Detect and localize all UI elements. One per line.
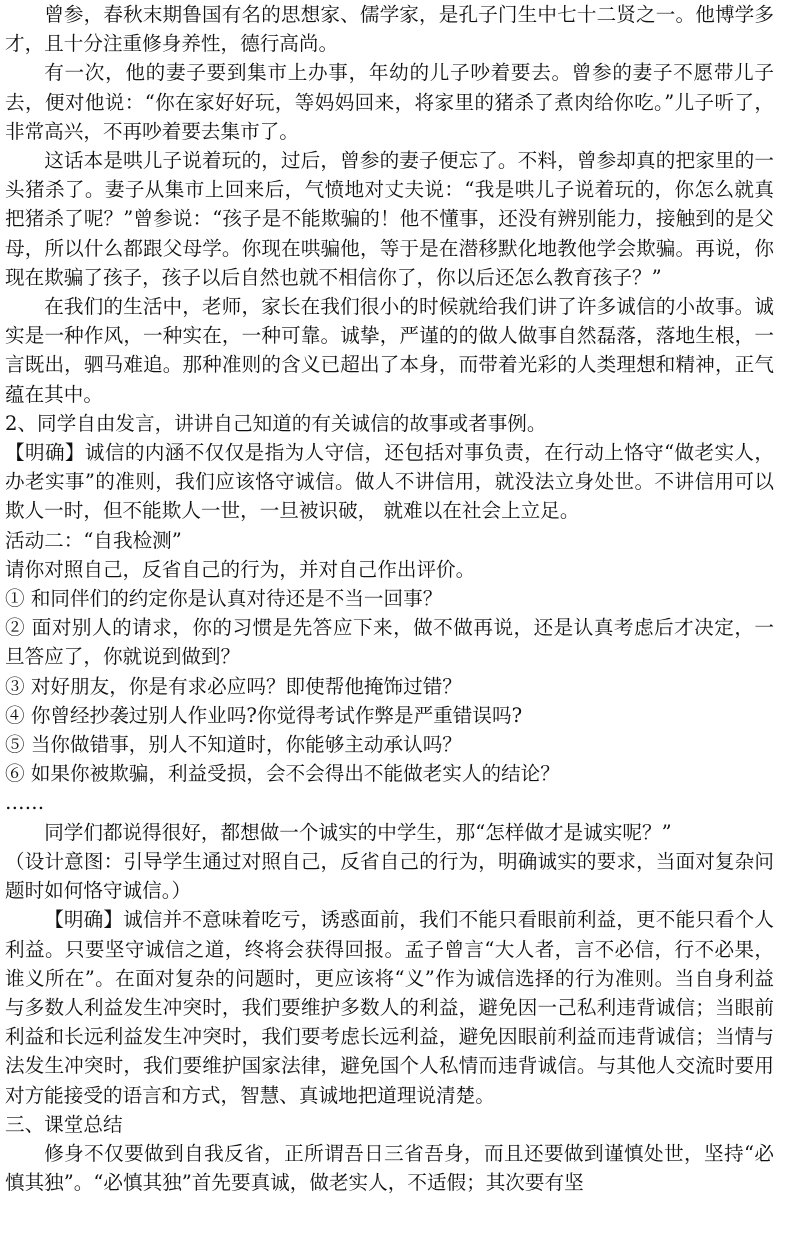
paragraph-clarify-1: 【明确】诚信的内涵不仅仅是指为人守信，还包括对事负责，在行动上恪守“做老实人，办老实事”的准则，我们应该恪守诚信。做人不讲信用，就没法立身处世。不讲信用可以欺人一时，但不能欺人一世，一旦被识破， 就难以在社会上立足。 xyxy=(5,441,774,523)
heading-activity-two: 活动二：“自我检测” xyxy=(5,528,182,552)
paragraph-wife-market: 有一次，他的妻子要到集市上办事，年幼的儿子吵着要去。曾参的妻子不愿带儿子去，便对他说：“你在家好好玩，等妈妈回来，将家里的猪杀了煮肉给你吃。”儿子听了，非常高兴，不再吵着要去集市了。 xyxy=(5,61,774,143)
paragraph-design-intent: （设计意图：引导学生通过对照自己，反省自己的行为，明确诚实的要求，当面对复杂问题时如何恪守诚信。） xyxy=(5,849,774,903)
list-item: ③ 对好朋友，你是有求必应吗？即使帮他掩饰过错？ xyxy=(5,674,462,698)
list-item: ② 面对别人的请求，你的习惯是先答应下来，做不做再说，还是认真考虑后才决定，一旦答应了，你就说到做到？ xyxy=(5,616,774,669)
paragraph-pig-killed: 这话本是哄儿子说着玩的，过后，曾参的妻子便忘了。不料，曾参却真的把家里的一头猪杀了。妻子从集市上回来后，气愤地对丈夫说：“我是哄儿子说着玩的，你怎么就真把猪杀了呢？”曾参说：“孩子是不能欺骗的！他不懂事，还没有辨别能力，接触到的是父母，所以什么都跟父母学。你现在哄骗他，等于是在潜移默化地教他学会欺骗。再说，你现在欺骗了孩子，孩子以后自然也就不相信你了，你以后还怎么教育孩子？” xyxy=(5,149,774,289)
paragraph-clarify-2: 【明确】诚信并不意味着吃亏，诱惑面前，我们不能只看眼前利益，更不能只看个人利益。只要坚守诚信之道，终将会获得回报。孟子曾言“大人者，言不必信，行不必果，谁义所在”。在面对复杂的问题时，更应该将“义”作为诚信选择的行为准则。当自身利益与多数人利益发生冲突时，我们要维护多数人的利益，避免因一己私利违背诚信；当眼前利益和长远利益发生冲突时，我们要考虑长远利益，避免因眼前利益而违背诚信；当情与法发生冲突时，我们要维护国家法律，避免国个人私情而违背诚信。与其他人交流时要用对方能接受的语言和方式，智慧、真诚地把道理说清楚。 xyxy=(5,908,774,1107)
paragraph-integrity-stories: 在我们的生活中，老师，家长在我们很小的时候就给我们讲了许多诚信的小故事。诚实是一种作风，一种实在，一种可靠。诚挚，严谨的的做人做事自然磊落，落地生根，一言既出，驷马难追。那种准则的含义已超出了本身，而带着光彩的人类理想和精神，正气蕴在其中。 xyxy=(5,295,774,406)
heading-class-summary: 三、课堂总结 xyxy=(5,1112,123,1136)
paragraph-how-honest: 同学们都说得很好，都想做一个诚实的中学生，那“怎样做才是诚实呢？” xyxy=(44,820,672,844)
paragraph-zeng-shen-intro: 曾参，春秋末期鲁国有名的思想家、儒学家，是孔子门生中七十二贤之一。他博学多才，且十分注重修身养性，德行高尚。 xyxy=(5,3,774,56)
ellipsis: …… xyxy=(5,791,45,815)
list-item: ① 和同伴们的约定你是认真对待还是不当一回事？ xyxy=(5,587,443,611)
paragraph-free-speech: 2、同学自由发言，讲讲自己知道的有关诚信的故事或者事例。 xyxy=(5,411,547,435)
list-item: ⑥ 如果你被欺骗，利益受损，会不会得出不能做老实人的结论？ xyxy=(5,762,560,786)
paragraph-self-check-instruction: 请你对照自己，反省自己的行为，并对自己作出评价。 xyxy=(5,557,476,581)
list-item: ⑤ 当你做错事，别人不知道时，你能够主动承认吗？ xyxy=(5,733,462,757)
paragraph-self-cultivation: 修身不仅要做到自我反省，正所谓吾日三省吾身，而且还要做到谨慎处世，坚持“必慎其独”。“必慎其独”首先要真诚，做老实人，不适假；其次要有坚 xyxy=(5,1141,774,1195)
list-item: ④ 你曾经抄袭过别人作业吗?你觉得考试作弊是严重错误吗? xyxy=(5,703,523,727)
